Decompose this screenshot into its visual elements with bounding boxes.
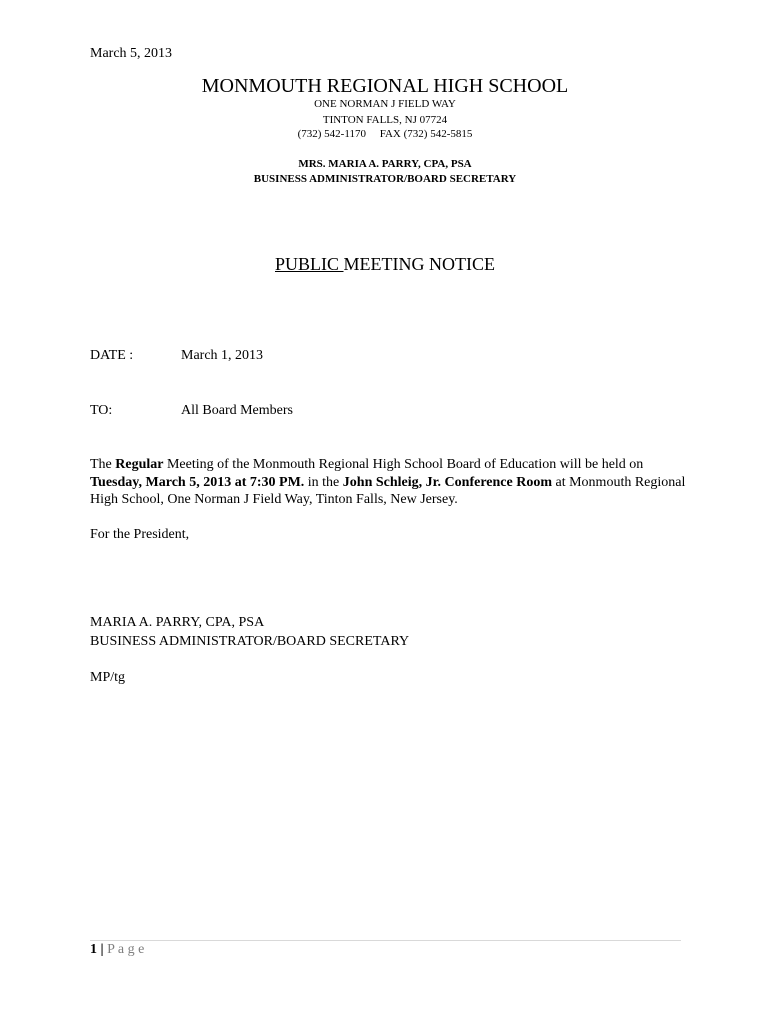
body-text-a: The [90, 457, 116, 472]
address-line-2: TINTON FALLS, NJ 07724 [322, 114, 448, 126]
page-number: 1 [90, 942, 97, 957]
body-paragraph [90, 456, 690, 509]
to-label: TO: [90, 403, 113, 418]
address-line-1: ONE NORMAN J FIELD WAY [314, 98, 456, 110]
footer-rule [90, 940, 681, 941]
notice-title-rest: MEETING NOTICE [343, 254, 495, 274]
to-value: All Board Members [181, 403, 293, 418]
header-date: March 5, 2013 [90, 46, 173, 61]
phone-fax: (732) 542-1170 FAX (732) 542-5815 [297, 128, 473, 140]
date-label: DATE : [90, 348, 134, 363]
admin-title: BUSINESS ADMINISTRATOR/BOARD SECRETARY [253, 173, 517, 185]
date-value: March 1, 2013 [181, 348, 264, 363]
signature-initials: MP/tg [90, 670, 126, 685]
meeting-datetime: Tuesday, March 5, 2013 at 7:30 PM. [90, 474, 305, 490]
admin-name: MRS. MARIA A. PARRY, CPA, PSA [298, 158, 472, 170]
meeting-room: John Schleig, Jr. Conference Room [342, 474, 552, 490]
signature-title: BUSINESS ADMINISTRATOR/BOARD SECRETARY [90, 634, 410, 649]
notice-title [0, 254, 770, 275]
notice-title-underlined: PUBLIC [275, 254, 344, 274]
school-name: MONMOUTH REGIONAL HIGH SCHOOL [201, 75, 569, 97]
body-text-d: at Monmouth Regional High School, One Norman J Field Way, Tinton Falls, New Jersey. [90, 474, 686, 507]
closing-line: For the President, [90, 527, 190, 542]
page-separator: | [100, 942, 104, 957]
body-text-c: in the [304, 474, 343, 490]
body-text-b: Meeting of the Monmouth Regional High School Board of Education will be held on [163, 457, 644, 472]
signature-name: MARIA A. PARRY, CPA, PSA [90, 615, 265, 630]
meeting-type: Regular [115, 457, 164, 472]
page-footer [90, 942, 144, 958]
page-label: P a g e [107, 942, 145, 957]
